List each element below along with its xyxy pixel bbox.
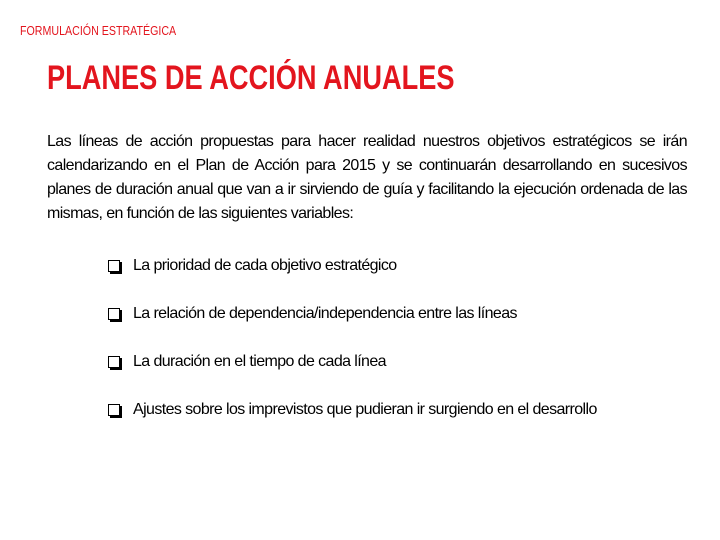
list-item-label: Ajustes sobre los imprevistos que pudieran ir surgiendo en el desarrollo bbox=[133, 401, 597, 418]
checkbox-icon bbox=[108, 404, 120, 416]
slide-title: PLANES DE ACCIÓN ANUALES bbox=[47, 59, 455, 97]
list-item-label: La prioridad de cada objetivo estratégico bbox=[133, 257, 397, 274]
checkbox-icon bbox=[108, 356, 120, 368]
variables-list bbox=[108, 254, 597, 446]
intro-paragraph: Las líneas de acción propuestas para hacer realidad nuestros objetivos estratégicos se irán calendarizando en el Plan de Acción para 2015 y se continuarán desarrollando en sucesivos planes de duración anual que van a ir sirviendo de guía y facilitando la ejecución ordenada de las mismas, en función de las siguientes variables: bbox=[47, 133, 687, 222]
list-item bbox=[108, 350, 597, 374]
list-item-label: La relación de dependencia/independencia entre las líneas bbox=[133, 305, 517, 322]
list-item-label: La duración en el tiempo de cada línea bbox=[133, 353, 386, 370]
list-item bbox=[108, 398, 597, 422]
checkbox-icon bbox=[108, 260, 120, 272]
checkbox-icon bbox=[108, 308, 120, 320]
list-item bbox=[108, 254, 597, 278]
section-label: FORMULACIÓN ESTRATÉGICA bbox=[20, 23, 177, 38]
list-item bbox=[108, 302, 597, 326]
